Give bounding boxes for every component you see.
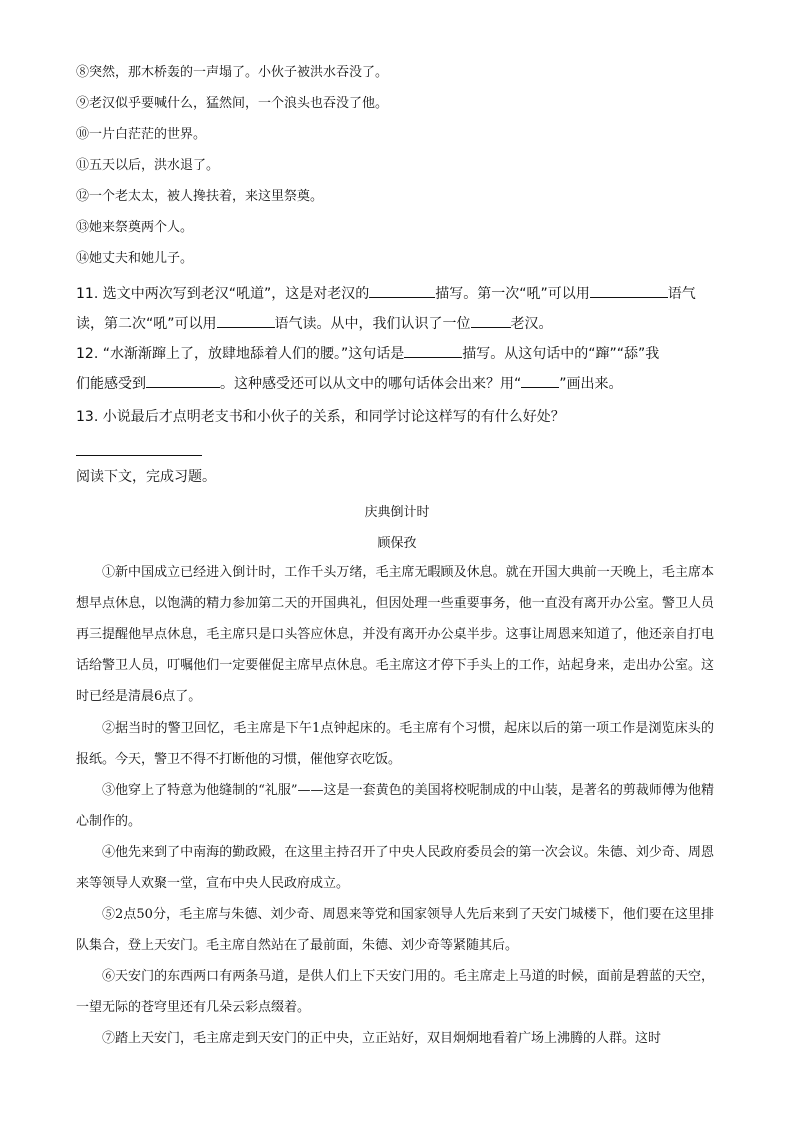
question-12-line-1 [76,343,659,364]
question-11-text: 老汉。 [510,316,553,332]
article-paragraph-5: ⑤2点50分，毛主席与朱德、刘少奇、周恩来等党和国家领导人先后来到了天安门城楼下，他们要在这里排队集合，登上天安门。毛主席自然站在了最前面，朱德、刘少奇等紧随其后。 [76,907,714,953]
question-11-line-1 [76,283,696,304]
story-line-9: ⑨老汉似乎要喊什么，猛然间，一个浪头也吞没了他。 [76,96,389,111]
article-paragraph-2: ②据当时的警卫回忆，毛主席是下午1点钟起床的。毛主席有个习惯，起床以后的第一项工作是浏览床头的报纸。今天，警卫不得不打断他的习惯，催他穿衣吃饭。 [76,721,714,767]
question-12-line-2 [76,373,623,394]
question-11-text: 11. 选文中两次写到老汉“吼道”，这是对老汉的 [76,286,370,302]
story-line-14: ⑭她丈夫和她儿子。 [76,251,194,266]
answer-blank[interactable] [369,283,435,298]
question-12-text: 12. “水渐渐蹿上了，放肆地舔着人们的腰。”这句话是 [76,346,405,362]
article-paragraph-7: ⑦踏上天安门，毛主席走到天安门的正中央，立正站好，双目炯炯地看着广场上沸腾的人群。这时 [102,1031,662,1046]
answer-blank[interactable] [590,283,668,298]
question-11-text: 描写。第一次“吼”可以用 [435,286,590,302]
question-11-text: 语气 [667,286,696,302]
question-11-text: 语气读。从中，我们认识了一位 [274,316,471,332]
story-line-10: ⑩一片白茫茫的世界。 [76,127,207,142]
answer-blank[interactable] [404,343,462,358]
story-line-12: ⑫一个老太太，被人搀扶着，来这里祭奠。 [76,189,324,204]
answer-blank[interactable] [521,373,559,388]
article-paragraph-4: ④他先来到了中南海的勤政殿，在这里主持召开了中央人民政府委员会的第一次会议。朱德、刘少奇、周恩来等领导人欢聚一堂，宣布中央人民政府成立。 [76,845,714,891]
answer-line[interactable] [76,455,202,456]
article-paragraph-3: ③他穿上了特意为他缝制的“礼服”——这是一套黄色的美国将校呢制成的中山装，是著名的剪裁师傅为他精心制作的。 [76,783,714,829]
answer-blank[interactable] [217,313,275,328]
article-title: 庆典倒计时 [364,505,430,520]
question-12-text: 描写。从这句话中的“蹿”“舔”我 [462,346,660,362]
question-12-text: 们能感受到 [76,376,146,392]
question-12-text: ”画出来。 [559,376,623,392]
question-13: 13. 小说最后才点明老支书和小伙子的关系，和同学讨论这样写的有什么好处？ [76,409,565,425]
answer-blank[interactable] [146,373,220,388]
question-11-text: 读，第二次“吼”可以用 [76,316,217,332]
question-11-line-2 [76,313,553,334]
story-line-8: ⑧突然，那木桥轰的一声塌了。小伙子被洪水吞没了。 [76,65,389,80]
question-12-text: 。这种感受还可以从文中的哪句话体会出来？用“ [220,376,522,392]
article-paragraph-6: ⑥天安门的东西两口有两条马道，是供人们上下天安门用的。毛主席走上马道的时候，面前是碧蓝的天空，一望无际的苍穹里还有几朵云彩点缀着。 [76,969,714,1015]
story-line-11: ⑪五天以后，洪水退了。 [76,158,220,173]
story-line-13: ⑬她来祭奠两个人。 [76,220,194,235]
article-paragraph-1: ①新中国成立已经进入倒计时，工作千头万绪，毛主席无暇顾及休息。就在开国大典前一天晚上，毛主席本想早点休息，以饱满的精力参加第二天的开国典礼，但因处理一些重要事务，他一直没有离开办公室。警卫人员再三提醒他早点休息，毛主席只是口头答应休息，并没有离开办公桌半步。这事让周恩来知道了，他还亲自打电话给警卫人员，叮嘱他们一定要催促主席早点休息。毛主席这才停下手头上的工作，站起身来，走出办公室。这时已经是清晨6点了。 [76,565,714,704]
article-author: 顾保孜 [377,536,417,551]
reading-instruction: 阅读下文，完成习题。 [76,469,216,485]
answer-blank[interactable] [471,313,511,328]
